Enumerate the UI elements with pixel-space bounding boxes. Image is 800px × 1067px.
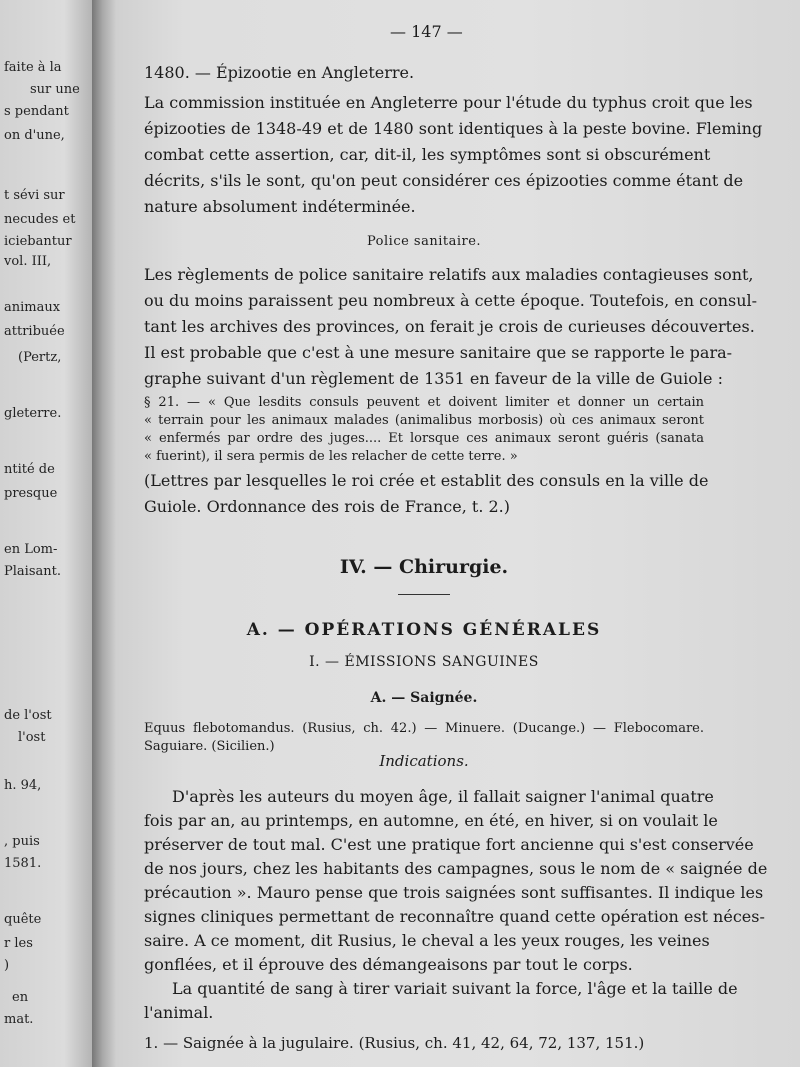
reference-line: Saguiare. (Sicilien.) <box>144 739 275 754</box>
paragraph-line: nature absolument indéterminée. <box>144 197 416 216</box>
margin-fragment: iciebantur <box>4 234 72 249</box>
jugulaire-heading: 1. — Saignée à la jugulaire. (Rusius, ch. 41, 42, 64, 72, 137, 151.) <box>144 1034 645 1052</box>
margin-fragment: necudes et <box>4 212 76 227</box>
quote-line: « enfermés par ordre des juges.... Et lorsque ces animaux seront guéris (sanata <box>144 431 704 446</box>
paragraph-line: précaution ». Mauro pense que trois saignées sont suffisantes. Il indique les <box>144 883 764 902</box>
operations-heading: A. — OPÉRATIONS GÉNÉRALES <box>246 620 602 640</box>
margin-fragment: en <box>12 990 29 1005</box>
paragraph-line: tant les archives des provinces, on ferait je crois de curieuses découvertes. <box>144 317 755 336</box>
paragraph-line: ou du moins paraissent peu nombreux à cette époque. Toutefois, en consul- <box>144 291 758 310</box>
margin-fragment: quête <box>4 912 42 927</box>
paragraph-line: signes cliniques permettant de reconnaître quand cette opération est néces- <box>144 907 765 926</box>
margin-fragment: t sévi sur <box>4 188 65 203</box>
margin-fragment: (Pertz, <box>18 350 62 365</box>
paragraph-line: décrits, s'ils le sont, qu'on peut considérer ces épizooties comme étant de <box>144 171 744 190</box>
margin-fragment: ntité de <box>4 462 55 477</box>
page-number: — 147 — <box>390 22 463 41</box>
paragraph-line: de nos jours, chez les habitants des campagnes, sous le nom de « saignée de <box>144 859 768 878</box>
paragraph-line: combat cette assertion, car, dit-il, les symptômes sont si obscurément <box>144 145 711 164</box>
quote-line: § 21. — « Que lesdits consuls peuvent et doivent limiter et donner un certain <box>144 395 704 410</box>
chapter-title: IV. — Chirurgie. <box>339 556 509 578</box>
saignee-heading: A. — Saignée. <box>370 690 478 706</box>
margin-fragment: de l'ost <box>4 708 52 723</box>
paragraph-line: Il est probable que c'est à une mesure sanitaire que se rapporte le para- <box>144 343 733 362</box>
margin-fragment: l'ost <box>18 730 46 745</box>
margin-fragment: presque <box>4 486 58 501</box>
section-heading-1480: 1480. — Épizootie en Angleterre. <box>144 63 415 82</box>
paragraph-line: La quantité de sang à tirer variait suivant la force, l'âge et la taille de <box>172 979 738 998</box>
citation-line: Guiole. Ordonnance des rois de France, t. 2.) <box>144 497 511 516</box>
margin-fragment: vol. III, <box>4 254 52 269</box>
indications-heading: Indications. <box>379 752 469 770</box>
margin-fragment: ) <box>4 958 10 973</box>
divider-rule <box>398 594 450 595</box>
margin-fragment: Plaisant. <box>4 564 61 579</box>
reference-line: Equus flebotomandus. (Rusius, ch. 42.) — Minuere. (Ducange.) — Flebocomare. <box>144 721 704 736</box>
book-gutter <box>92 0 116 1067</box>
paragraph-line: saire. A ce moment, dit Rusius, le cheval a les yeux rouges, les veines <box>144 931 710 950</box>
margin-fragment: en Lom- <box>4 542 58 557</box>
margin-fragment: sur une <box>30 82 80 97</box>
paragraph-line: épizooties de 1348-49 et de 1480 sont identiques à la peste bovine. Fleming <box>144 119 763 138</box>
paragraph-line: fois par an, au printemps, en automne, en été, en hiver, si on voulait le <box>144 811 718 830</box>
paragraph-line: préserver de tout mal. C'est une pratique fort ancienne qui s'est conservée <box>144 835 754 854</box>
right-page <box>116 0 800 1067</box>
quote-line: « terrain pour les animaux malades (animalibus morbosis) où ces animaux seront <box>144 413 704 428</box>
paragraph-line: gonflées, et il éprouve des démangeaisons par tout le corps. <box>144 955 633 974</box>
quote-line: « fuerint), il sera permis de les relacher de cette terre. » <box>144 449 518 464</box>
margin-fragment: r les <box>4 936 33 951</box>
margin-fragment: 1581. <box>4 856 42 871</box>
margin-fragment: faite à la <box>4 60 62 75</box>
paragraph-line: La commission instituée en Angleterre pour l'étude du typhus croit que les <box>144 93 753 112</box>
citation-line: (Lettres par lesquelles le roi crée et establit des consuls en la ville de <box>144 471 709 490</box>
paragraph-line: l'animal. <box>144 1003 214 1022</box>
left-page <box>0 0 92 1067</box>
margin-fragment: , puis <box>4 834 40 849</box>
margin-fragment: gleterre. <box>4 406 62 421</box>
margin-fragment: h. 94, <box>4 778 42 793</box>
margin-fragment: s pendant <box>4 104 69 119</box>
paragraph-line: D'après les auteurs du moyen âge, il fallait saigner l'animal quatre <box>172 787 714 806</box>
paragraph-line: graphe suivant d'un règlement de 1351 en faveur de la ville de Guiole : <box>144 369 723 388</box>
paragraph-line: Les règlements de police sanitaire relatifs aux maladies contagieuses sont, <box>144 265 754 284</box>
margin-fragment: animaux <box>4 300 61 315</box>
emissions-heading: I. — ÉMISSIONS SANGUINES <box>309 654 539 670</box>
police-sanitaire-heading: Police sanitaire. <box>366 234 482 249</box>
margin-fragment: mat. <box>4 1012 34 1027</box>
margin-fragment: on d'une, <box>4 128 65 143</box>
margin-fragment: attribuée <box>4 324 65 339</box>
